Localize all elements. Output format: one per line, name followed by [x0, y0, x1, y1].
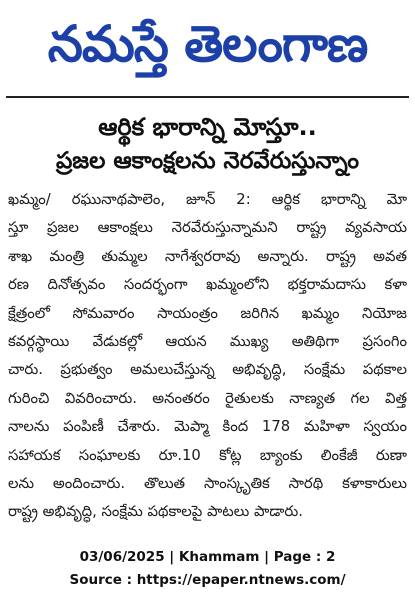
- masthead-logo: నమస్తే తెలంగాణ: [47, 15, 368, 73]
- article-line: చారు. ప్రభుత్వం అమలుచేస్తున్న అభివృద్ధి, సంక్షేమ పథకాల: [8, 361, 407, 379]
- masthead-divider: [6, 96, 409, 98]
- article-headline: [8, 110, 407, 178]
- article-body: [8, 186, 407, 527]
- article-line: రాష్ట్ర అభివృద్ధి, సంక్షేమ పథకాలపై పాటలు పాడారు.: [8, 503, 303, 521]
- article-line: లను అందించారు. తొలుత సాంస్కృతిక సారథి కళాకారులు: [8, 475, 407, 493]
- clipping-footer: [0, 546, 415, 592]
- newspaper-masthead: [0, 0, 415, 88]
- article-line: శాఖ మంత్రి తుమ్మల నాగేశ్వరరావు అన్నారు. రాష్ట్ర అవత: [8, 247, 407, 265]
- article-line: క్షేత్రంలో సోమవారం సాయంత్రం జరిగిన ఖమ్మం నియోజ: [8, 304, 407, 322]
- footer-date-edition-page: 03/06/2025 | Khammam | Page : 2: [79, 549, 336, 565]
- article-line: సహాయక సంఘాలకు రూ.10 కోట్ల బ్యాంకు లింకేజీ రుణా: [8, 446, 407, 464]
- footer-source: Source : https://epaper.ntnews.com/: [69, 572, 346, 588]
- article-line: నాలను పంపిణీ చేశారు. మెప్మా కింద 178 మహిళా స్వయం: [8, 418, 407, 436]
- article-line: ఖమ్మం/ రఘునాథపాలెం, జూన్ 2: ఆర్థిక భారాన్ని మో: [8, 191, 407, 208]
- article-line: స్తూ ప్రజల ఆకాంక్షలు నెరవేరుస్తున్నామని రాష్ట్ర వ్యవసాయ: [8, 219, 407, 237]
- article-line: రణ దినోత్సవం సందర్భంగా ఖమ్మంలోని భక్తరామదాసు కళా: [8, 276, 407, 294]
- headline-line-1: ఆర్థిక భారాన్ని మోస్తూ..: [98, 113, 317, 141]
- headline-line-2: ప్రజల ఆకాంక్షలను నెరవేరుస్తున్నాం: [55, 148, 360, 174]
- article-line: గురించి వివరించారు. అనంతరం రైతులకు నాణ్యత గల విత్త: [8, 389, 407, 407]
- article-line: కవర్గస్థాయి వేడుకల్లో ఆయన ముఖ్య అతిథిగా ప్రసంగిం: [8, 333, 407, 351]
